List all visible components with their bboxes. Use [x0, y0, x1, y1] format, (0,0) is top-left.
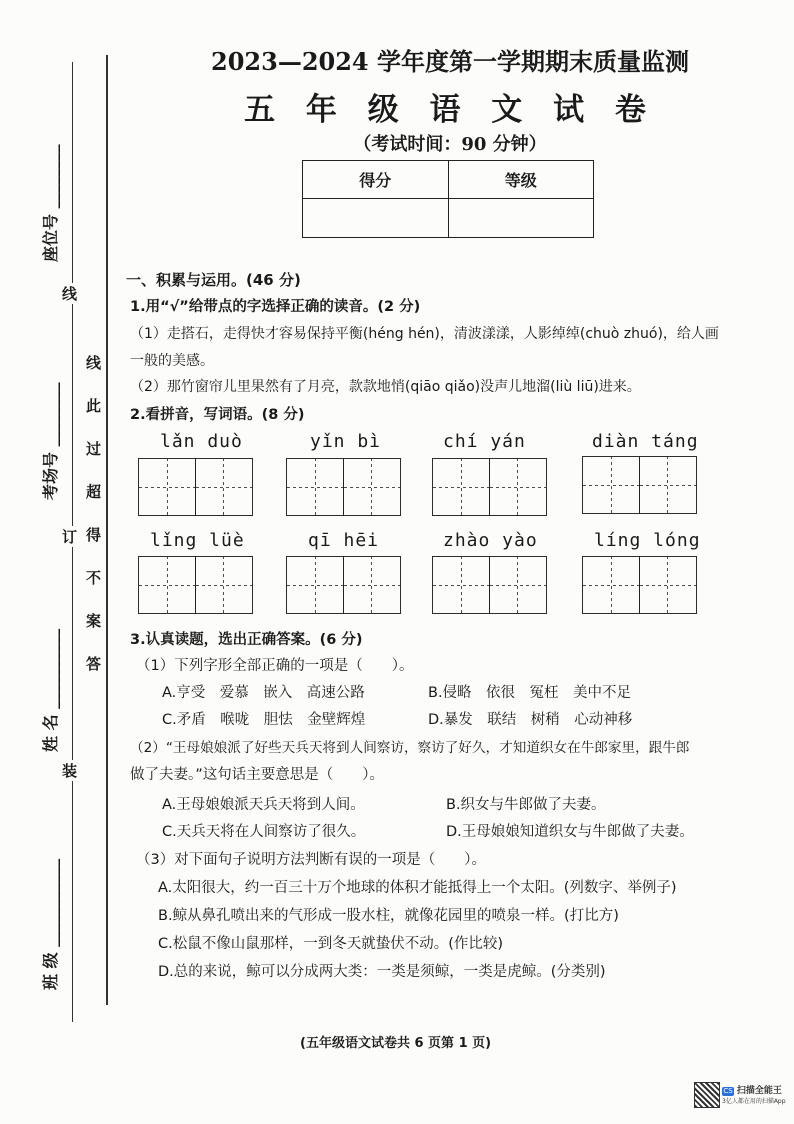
q1-stem: 1.用“√”给带点的字选择正确的读音。(2 分) — [130, 299, 421, 315]
exam-time: （考试时间：90 分钟） — [353, 134, 547, 155]
name-label: 姓 名 __________ — [41, 628, 60, 752]
grade-cell[interactable] — [448, 199, 594, 238]
writing-grid-6[interactable] — [286, 556, 399, 614]
exam-title: 2023—2024 学年度第一学期期末质量监测 — [211, 47, 689, 76]
exam-room-label: 考场号 ________ — [41, 382, 60, 500]
q1-item1-line2: 一般的美感。 — [130, 353, 214, 369]
q3-2-option-d[interactable]: D.王母娘娘知道织女与牛郎做了夫妻。 — [446, 824, 694, 840]
writing-grid-7[interactable] — [432, 556, 545, 614]
writing-grid-5[interactable] — [138, 556, 251, 614]
score-header: 得分 — [303, 161, 449, 199]
scanner-name: 扫描全能王 — [736, 1086, 782, 1096]
seal-notice: 线此过超得不案答 — [84, 355, 102, 699]
scanner-badge — [722, 1083, 786, 1106]
writing-grid-3[interactable] — [432, 458, 545, 516]
q3-2-option-a[interactable]: A.王母娘娘派天兵天将到人间。 — [162, 797, 365, 813]
q3-2-option-b[interactable]: B.织女与牛郎做了夫妻。 — [446, 797, 606, 813]
q3-1-option-c[interactable]: C.矛盾 喉咙 胆怯 金壁辉煌 — [162, 712, 366, 728]
q2-stem: 2.看拼音，写词语。(8 分) — [130, 407, 305, 423]
exam-subtitle: 五 年 级 语 文 试 卷 — [244, 92, 656, 128]
q3-1-option-a[interactable]: A.亨受 爱慕 嵌入 高速公路 — [162, 685, 365, 701]
pinyin-6: qī hēi — [308, 530, 380, 551]
seal-line-zhuang: 装 — [62, 762, 78, 780]
writing-grid-8[interactable] — [582, 556, 695, 614]
page-footer: (五年级语文试卷共 6 页第 1 页) — [300, 1036, 492, 1051]
q3-3-option-b[interactable]: B.鲸从鼻孔喷出来的气形成一股水柱，就像花园里的喷泉一样。(打比方) — [158, 908, 619, 924]
scanner-sub: 3亿人都在用的扫描App — [722, 1098, 786, 1105]
pinyin-8: líng lóng — [594, 530, 701, 551]
q3-2-question-line1: （2）“王母娘娘派了好些天兵天将到人间察访，察访了好久，才知道织女在牛郎家里，跟牛郎 — [130, 740, 690, 756]
q1-item1-line1: （1）走搭石，走得快才容易保持平衡(héng hén)，清波漾漾，人影绰绰(chuò zhuó)，给人画 — [130, 326, 719, 342]
class-label: 班 级 ___________ — [41, 858, 60, 990]
q3-3-option-c[interactable]: C.松鼠不像山鼠那样，一到冬天就蛰伏不动。(作比较) — [158, 936, 504, 952]
section1-heading: 一、积累与运用。(46 分) — [126, 271, 301, 289]
pinyin-1: lǎn duò — [160, 431, 243, 452]
writing-grid-1[interactable] — [138, 458, 251, 516]
pinyin-4: diàn táng — [592, 431, 699, 452]
writing-grid-2[interactable] — [286, 458, 399, 516]
q1-item2: （2）那竹窗帘儿里果然有了月亮，款款地悄(qiāo qiǎo)没声儿地溜(liù liū)进来。 — [130, 379, 641, 395]
pinyin-7: zhào yào — [443, 530, 538, 551]
q3-stem: 3.认真读题，选出正确答案。(6 分) — [130, 632, 363, 648]
seal-line-xian: 线 — [62, 285, 78, 303]
cs-logo-icon: CS — [723, 1087, 733, 1095]
writing-grid-4[interactable] — [582, 456, 695, 514]
seal-line-ding: 订 — [62, 528, 78, 546]
q3-3-option-d[interactable]: D.总的来说，鲸可以分成两大类：一类是须鲸，一类是虎鲸。(分类别) — [158, 964, 606, 980]
pinyin-2: yǐn bì — [310, 431, 382, 452]
pinyin-3: chí yán — [443, 431, 526, 452]
grade-header: 等级 — [448, 161, 594, 199]
q3-3-question: （3）对下面句子说明方法判断有误的一项是（ ）。 — [136, 852, 486, 868]
q3-1-question: （1）下列字形全部正确的一项是（ ）。 — [136, 658, 414, 674]
q3-3-option-a[interactable]: A.太阳很大，约一百三十万个地球的体积才能抵得上一个太阳。(列数字、举例子) — [158, 880, 677, 896]
q3-2-question-line2: 做了夫妻。”这句话主要意思是（ ）。 — [130, 767, 385, 783]
margin-line-inner — [106, 55, 108, 1005]
score-cell[interactable] — [303, 199, 449, 238]
score-table — [302, 160, 594, 238]
pinyin-5: lǐng lüè — [150, 530, 245, 551]
qr-code-icon — [694, 1082, 720, 1108]
q3-2-option-c[interactable]: C.天兵天将在人间察访了很久。 — [162, 824, 366, 840]
q3-1-option-d[interactable]: D.暴发 联结 树稍 心动神移 — [428, 712, 633, 728]
q3-1-option-b[interactable]: B.侵略 依很 冤枉 美中不足 — [428, 685, 632, 701]
seat-number-label: 座位号 ________ — [41, 144, 60, 262]
